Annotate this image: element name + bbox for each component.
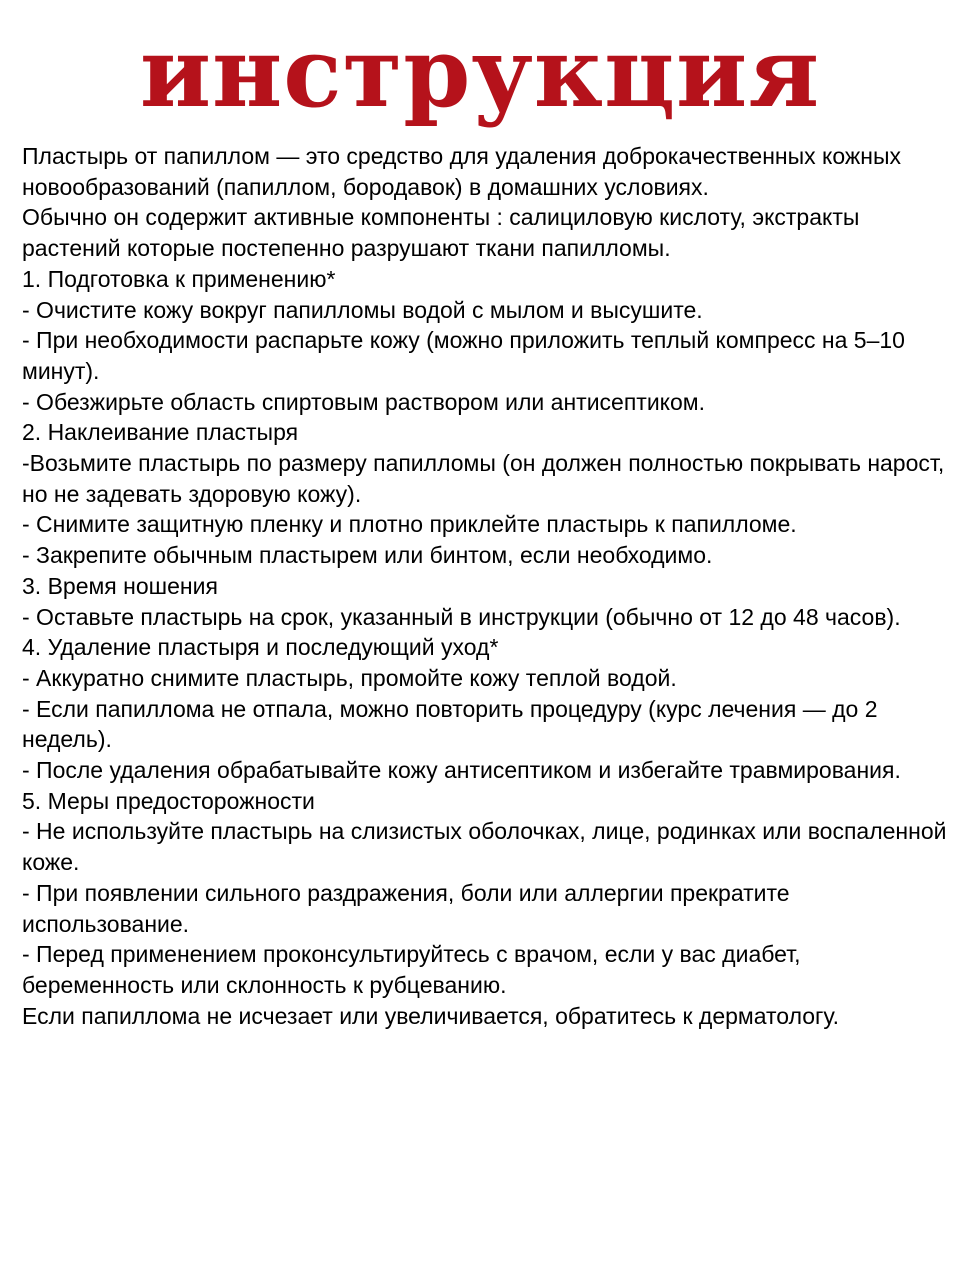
section-heading-wear-time: 3. Время ношения [22,572,218,599]
list-item: - При необходимости распарьте кожу (можно приложить теплый компресс на 5–10 минут). [22,327,905,384]
list-item: - Очистите кожу вокруг папилломы водой с мылом и высушите. [22,296,703,323]
list-item: - Оставьте пластырь на срок, указанный в инструкции (обычно от 12 до 48 часов). [22,603,901,630]
list-item: - Обезжирьте область спиртовым раствором или антисептиком. [22,388,705,415]
intro-paragraph: Пластырь от папиллом — это средство для удаления доброкачественных кожных новообразований (папиллом, бородавок) в домашних условиях. [22,143,901,200]
intro-paragraph: Обычно он содержит активные компоненты : салициловую кислоту, экстракты растений которые постепенно разрушают ткани папилломы. [22,204,860,262]
list-item: - После удаления обрабатывайте кожу антисептиком и избегайте травмирования. [22,757,901,784]
section-heading-removal-care: 4. Удаление пластыря и последующий уход* [22,634,499,661]
list-item: - Не используйте пластырь на слизистых оболочках, лице, родинках или воспаленной коже. [22,818,947,876]
list-item: - Снимите защитную пленку и плотно приклейте пластырь к папилломе. [22,511,797,538]
instruction-body [22,141,947,1031]
section-heading-application: 2. Наклеивание пластыря [22,419,299,446]
closing-note: Если папиллома не исчезает или увеличивается, обратитесь к дерматологу. [22,1002,840,1029]
section-heading-precautions: 5. Меры предосторожности [22,787,315,814]
list-item: - Аккуратно снимите пластырь, промойте кожу теплой водой. [22,664,677,691]
list-item: - Закрепите обычным пластырем или бинтом, если необходимо. [22,542,713,569]
list-item: - При появлении сильного раздражения, боли или аллергии прекратите использование. [22,879,790,937]
section-heading-preparation: 1. Подготовка к применению* [22,265,336,292]
list-item: -Возьмите пластырь по размеру папилломы (он должен полностью покрывать нарост, но не задевать здоровую кожу). [22,450,945,507]
list-item: - Перед применением проконсультируйтесь с врачом, если у вас диабет, беременность или склонность к рубцеванию. [22,941,801,998]
page-title: инструкция [139,16,821,129]
list-item: - Если папиллома не отпала, можно повторить процедуру (курс лечения — до 2 недель). [22,695,878,753]
